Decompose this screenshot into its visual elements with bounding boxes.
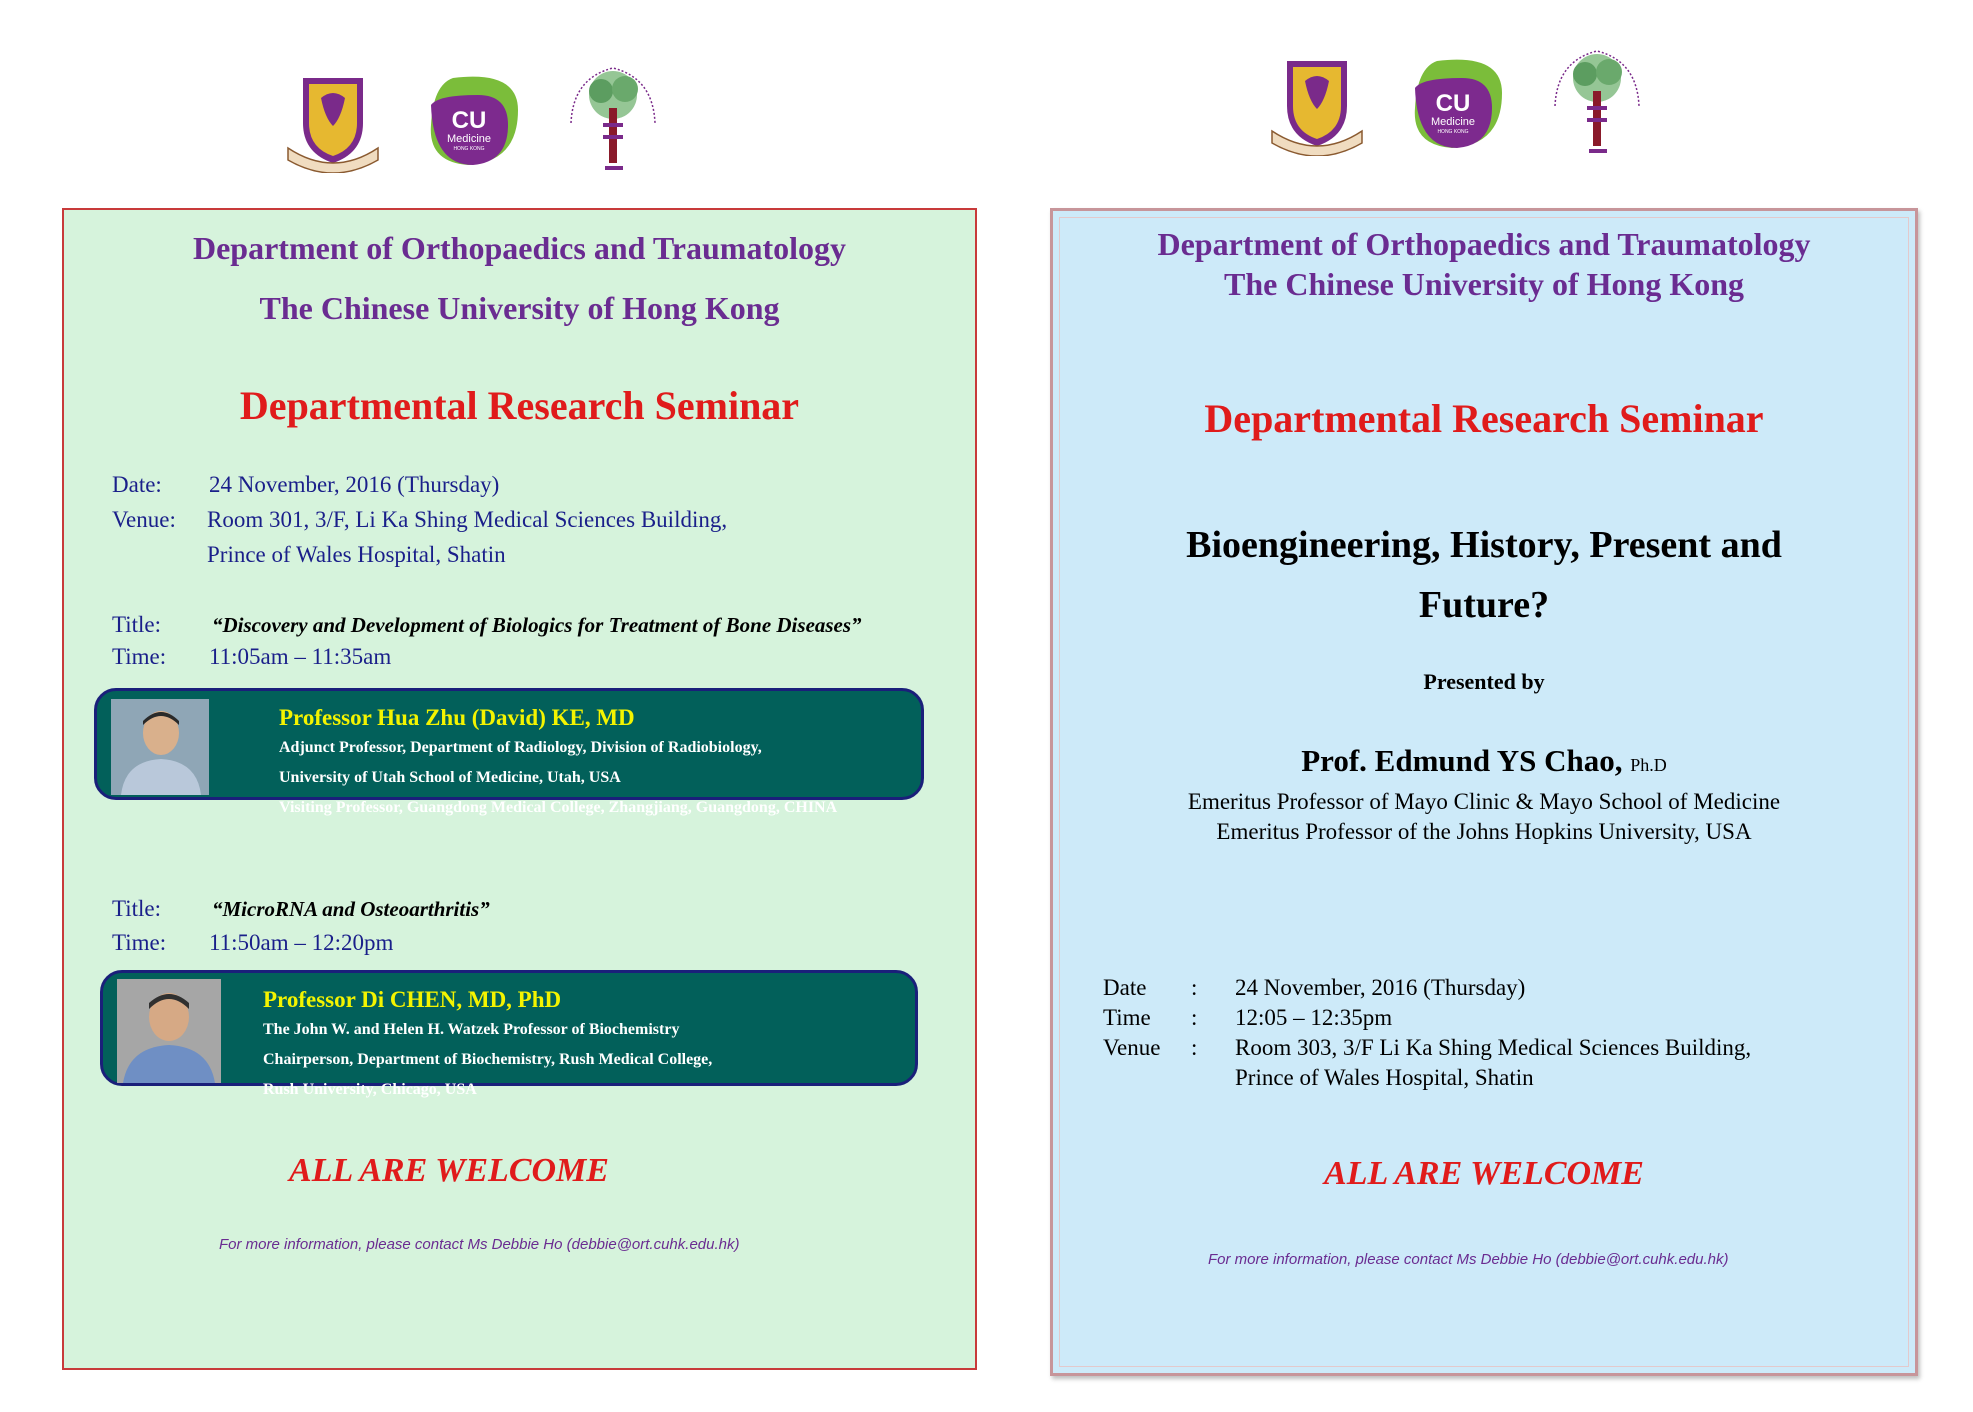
cuhk-crest-icon xyxy=(1262,48,1372,158)
contact-info: For more information, please contact Ms Debbie Ho (debbie@ort.cuhk.edu.hk) xyxy=(219,1236,740,1253)
date-label: Date xyxy=(1103,975,1147,1000)
poster-right xyxy=(1050,208,1918,1376)
venue-line2: Prince of Wales Hospital, Shatin xyxy=(207,542,506,567)
talk2-time-label: Time: xyxy=(112,930,167,955)
speaker2-line2: Chairperson, Department of Biochemistry, Rush Medical College, xyxy=(263,1051,713,1068)
svg-text:CU: CU xyxy=(451,107,487,134)
date-value: 24 November, 2016 (Thursday) xyxy=(209,472,500,497)
speaker1-photo xyxy=(111,699,209,795)
svg-text:Medicine: Medicine xyxy=(446,133,492,145)
talk1-title: “Discovery and Development of Biologics for Treatment of Bone Diseases” xyxy=(212,613,862,637)
presented-by: Presented by xyxy=(1423,669,1545,694)
talk1-title-label: Title: xyxy=(112,612,162,637)
venue-line2: Prince of Wales Hospital, Shatin xyxy=(1235,1065,1534,1090)
orthopaedics-tree-icon xyxy=(1542,48,1652,158)
svg-text:HONG KONG: HONG KONG xyxy=(1437,129,1469,135)
speaker1-line1: Adjunct Professor, Department of Radiology, Division of Radiobiology, xyxy=(279,739,762,756)
speaker1-name: Professor Hua Zhu (David) KE, MD xyxy=(279,705,635,730)
speaker-name: Prof. Edmund YS Chao, xyxy=(1301,743,1623,778)
speaker2-card xyxy=(100,970,918,1098)
cu-medicine-logo xyxy=(418,65,528,175)
svg-text:HONG KONG: HONG KONG xyxy=(453,146,485,152)
svg-text:Medicine: Medicine xyxy=(1430,116,1476,128)
speaker2-line1: The John W. and Helen H. Watzek Professor of Biochemistry xyxy=(263,1021,680,1038)
talk1-time-label: Time: xyxy=(112,644,167,669)
university-name: The Chinese University of Hong Kong xyxy=(1223,266,1745,302)
speaker2-name: Professor Di CHEN, MD, PhD xyxy=(263,987,562,1012)
welcome-text: ALL ARE WELCOME xyxy=(1324,1155,1644,1192)
orthopaedics-tree-icon xyxy=(558,65,668,175)
speaker-degree: Ph.D xyxy=(1630,755,1667,775)
speaker1-card xyxy=(94,688,924,816)
speaker1-line2: University of Utah School of Medicine, Utah, USA xyxy=(279,769,621,786)
time-label: Time xyxy=(1103,1005,1151,1030)
venue-line1: Room 301, 3/F, Li Ka Shing Medical Sciences Building, xyxy=(207,507,728,532)
logo-row-right xyxy=(1262,48,1652,158)
seminar-heading: Departmental Research Seminar xyxy=(239,383,800,428)
talk2-title: “MicroRNA and Osteoarthritis” xyxy=(212,897,490,921)
venue-label: Venue xyxy=(1103,1035,1161,1060)
logo-row-left xyxy=(278,65,668,175)
talk2-title-label: Title: xyxy=(112,896,162,921)
seminar-heading: Departmental Research Seminar xyxy=(1204,396,1764,441)
date-colon: : xyxy=(1191,975,1198,1000)
time-colon: : xyxy=(1191,1005,1198,1030)
poster-left xyxy=(62,208,977,1370)
speaker-line xyxy=(1053,743,1915,779)
talk-title-line1: Bioengineering, History, Present and xyxy=(1186,524,1782,566)
date-label: Date: xyxy=(112,472,162,497)
date-value: 24 November, 2016 (Thursday) xyxy=(1235,975,1526,1000)
venue-line1: Room 303, 3/F Li Ka Shing Medical Sciences Building, xyxy=(1235,1035,1752,1060)
speaker2-photo xyxy=(117,979,221,1083)
venue-label: Venue: xyxy=(112,507,176,532)
cuhk-crest-icon xyxy=(278,65,388,175)
talk-title-line2: Future? xyxy=(1418,584,1550,626)
affiliation-2: Emeritus Professor of the Johns Hopkins University, USA xyxy=(1216,819,1752,844)
dept-name: Department of Orthopaedics and Traumatology xyxy=(1157,226,1811,262)
cu-medicine-logo xyxy=(1402,48,1512,158)
svg-text:CU: CU xyxy=(1435,90,1471,117)
talk1-time: 11:05am – 11:35am xyxy=(209,644,392,669)
speaker1-line3: Visiting Professor, Guangdong Medical College, Zhangjiang, Guangdong, CHINA xyxy=(279,799,838,816)
welcome-text: ALL ARE WELCOME xyxy=(289,1152,609,1189)
speaker2-line3: Rush University, Chicago, USA xyxy=(263,1081,477,1098)
dept-name: Department of Orthopaedics and Traumatology xyxy=(192,230,846,266)
affiliation-1: Emeritus Professor of Mayo Clinic & Mayo School of Medicine xyxy=(1187,789,1781,814)
talk2-time: 11:50am – 12:20pm xyxy=(209,930,394,955)
university-name: The Chinese University of Hong Kong xyxy=(259,290,780,326)
venue-colon: : xyxy=(1191,1035,1198,1060)
time-value: 12:05 – 12:35pm xyxy=(1235,1005,1393,1030)
contact-info: For more information, please contact Ms Debbie Ho (debbie@ort.cuhk.edu.hk) xyxy=(1208,1251,1729,1268)
